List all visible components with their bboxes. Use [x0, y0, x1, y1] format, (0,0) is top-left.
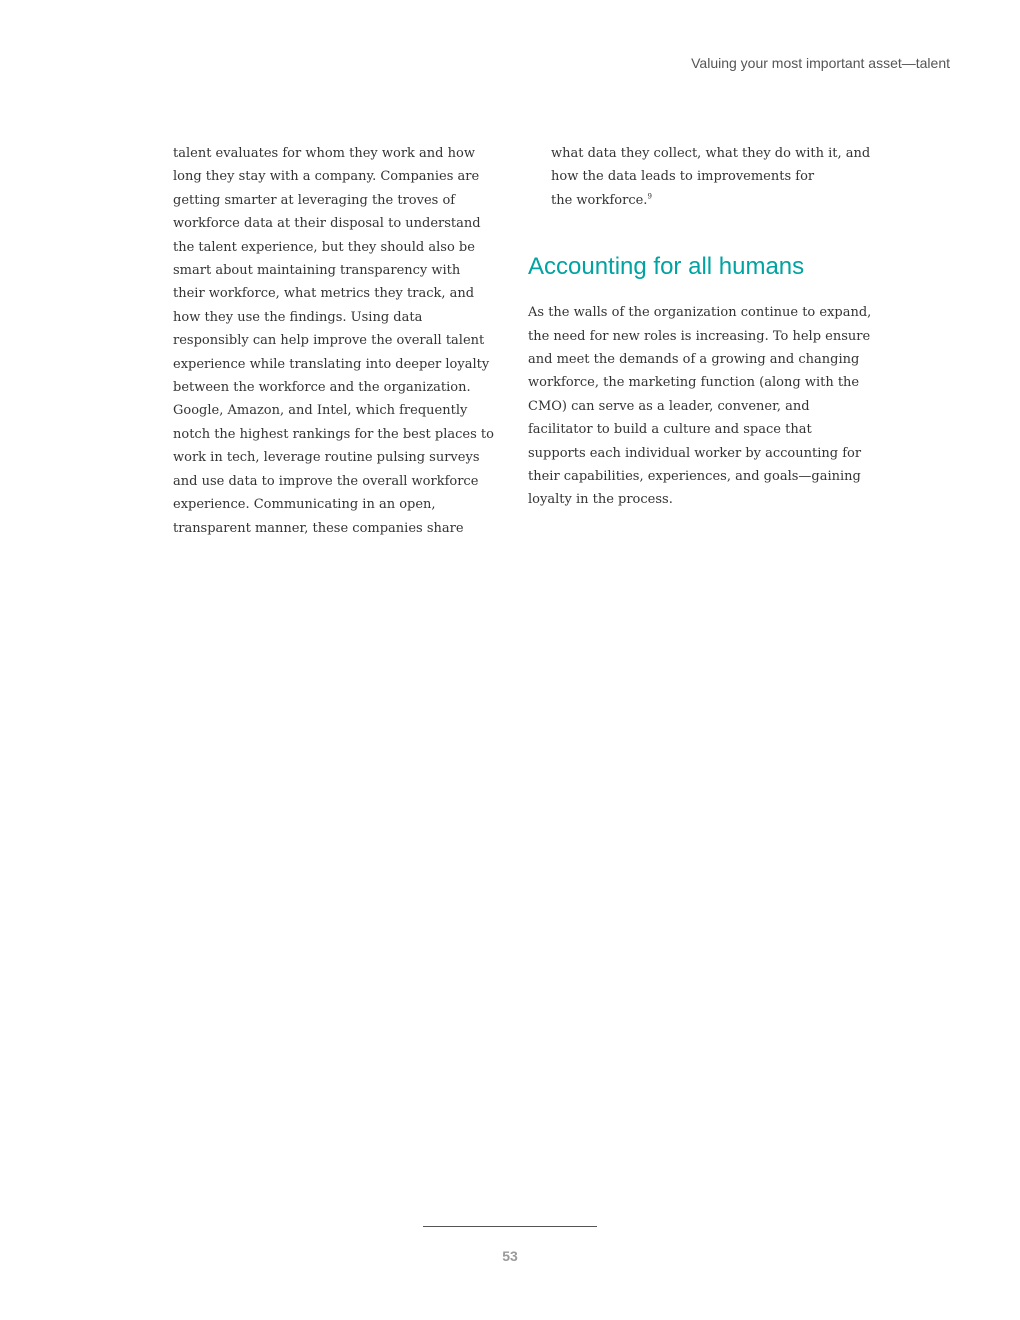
body-line: their workforce, what metrics they track, and	[173, 286, 475, 302]
body-line: how they use the findings. Using data	[173, 309, 423, 325]
continuation-paragraph	[528, 142, 878, 212]
body-line: and use data to improve the overall workforce	[173, 473, 479, 489]
body-line: Google, Amazon, and Intel, which frequently	[173, 403, 468, 419]
body-line: and meet the demands of a growing and changing	[528, 352, 860, 368]
body-line: responsibly can help improve the overall talent	[173, 333, 485, 349]
body-line: supports each individual worker by accounting for	[528, 445, 862, 461]
footnote-reference[interactable]: 9	[647, 192, 652, 201]
body-line: what data they collect, what they do with it, and	[551, 146, 871, 161]
body-line: transparent manner, these companies share	[173, 520, 464, 536]
body-line: CMO) can serve as a leader, convener, and	[528, 398, 810, 414]
running-header: Valuing your most important asset—talent	[691, 55, 950, 71]
body-line: experience while translating into deeper loyalty	[173, 356, 490, 372]
body-line: their capabilities, experiences, and goals—gaining	[528, 469, 861, 485]
right-column	[528, 142, 878, 512]
body-line: talent evaluates for whom they work and how	[173, 146, 475, 161]
body-line: facilitator to build a culture and space that	[528, 422, 812, 438]
body-line: experience. Communicating in an open,	[173, 497, 436, 513]
body-line: the need for new roles is increasing. To help ensure	[528, 328, 871, 344]
body-line-text: the workforce.	[551, 192, 648, 208]
body-line: between the workforce and the organization.	[173, 380, 471, 396]
section-heading: Accounting for all humans	[528, 253, 805, 281]
footer-divider	[423, 1226, 597, 1227]
body-line: getting smarter at leveraging the troves of	[173, 192, 456, 208]
body-line: smart about maintaining transparency with	[173, 263, 461, 279]
body-line: work in tech, leverage routine pulsing surveys	[173, 450, 480, 466]
body-line-with-footnote	[551, 189, 878, 212]
body-line: long they stay with a company. Companies are	[173, 169, 480, 185]
section-paragraph	[528, 301, 878, 512]
body-line: As the walls of the organization continue to expand,	[528, 305, 872, 321]
body-line: notch the highest rankings for the best places to	[173, 426, 494, 442]
body-line: loyalty in the process.	[528, 492, 673, 508]
body-line: how the data leads to improvements for	[551, 169, 815, 185]
left-column	[173, 142, 495, 540]
body-line: the talent experience, but they should also be	[173, 239, 475, 255]
page-number: 53	[502, 1248, 518, 1264]
body-line: workforce data at their disposal to understand	[173, 216, 481, 232]
body-line: workforce, the marketing function (along with the	[528, 375, 860, 391]
